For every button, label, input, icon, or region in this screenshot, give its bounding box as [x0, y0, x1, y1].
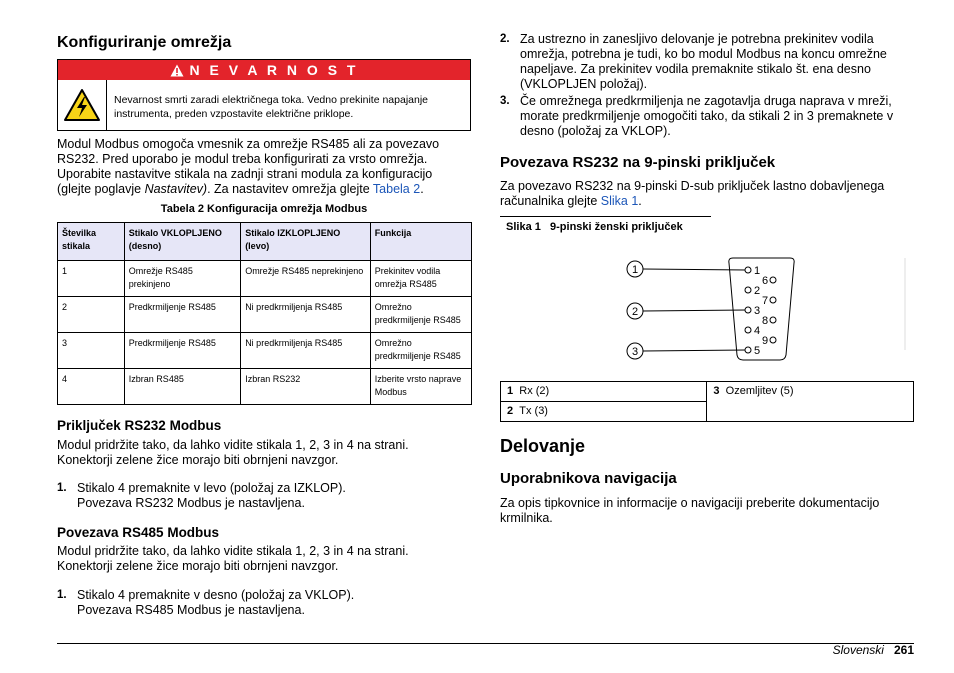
rs232-step: 1. Stikalo 4 premaknite v levo (položaj za IZKLOP). Povezava RS232 Modbus je nastavljena.: [57, 481, 346, 510]
pin-label: 4: [754, 325, 761, 337]
figure-caption-rule: [500, 216, 711, 217]
pin-label: 7: [762, 295, 769, 307]
svg-text:3: 3: [631, 346, 639, 358]
page-number: 261: [893, 643, 914, 657]
intro-line: RS232. Pred uporabo je modul treba konfigurirati za vrsto omrežja.: [57, 152, 428, 166]
electric-hazard-icon: [58, 80, 107, 130]
config-table: [57, 222, 472, 405]
danger-header: [58, 60, 470, 80]
step-3: 3. Če omrežnega predkrmiljenja ne zagotavlja druga naprava v mreži, morate predkrmiljenje omogočiti tako, da stikali 2 in 3 premaknete v desno (položaj za VKLOP).: [500, 94, 894, 138]
warning-triangle-icon: [170, 64, 184, 77]
figure-legend: [500, 381, 914, 422]
db9-connector-figure: [620, 255, 910, 370]
footer-language: Slovenski: [832, 643, 884, 657]
rs232-9pin-paragraph: Za povezavo RS232 na 9-pinski D-sub priključek lastno dobavljenega računalnika glejte Slika 1.: [500, 179, 885, 208]
rs485-paragraph: Modul pridržite tako, da lahko vidite stikala 1, 2, 3 in 4 na strani. Konektorji zelene žice morajo biti obrnjeni navzgor.: [57, 544, 409, 573]
table-caption: Tabela 2 Konfiguracija omrežja Modbus: [160, 203, 368, 215]
navigation-title: Uporabnikova navigacija: [500, 470, 677, 487]
svg-text:2: 2: [631, 306, 639, 318]
rs485-step: 1. Stikalo 4 premaknite v desno (položaj za VKLOP). Povezava RS485 Modbus je nastavljena.: [57, 588, 355, 617]
danger-label: N E V A R N O S T: [189, 62, 359, 78]
danger-notice: [57, 59, 471, 131]
callout-2: [627, 303, 643, 319]
table-header: Stikalo IZKLOPLJENO (levo): [241, 223, 371, 261]
callout-1: [627, 261, 643, 277]
table-header: Funkcija: [370, 223, 471, 261]
figure-1-link[interactable]: Slika 1: [600, 194, 639, 208]
pin-label: 6: [762, 275, 769, 287]
figure-caption: Slika 1 9-pinski ženski priključek: [506, 221, 683, 233]
section-title-network-config: Konfiguriranje omrežja: [57, 34, 232, 51]
rs485-title: Povezava RS485 Modbus: [57, 525, 220, 540]
pin-label: 1: [754, 265, 761, 277]
callout-3: [627, 343, 643, 359]
pin-label: 5: [754, 345, 761, 357]
legend-item: 1 Rx (2): [501, 382, 707, 402]
pin-label: 3: [754, 305, 761, 317]
footer: [833, 643, 914, 657]
table-header: Številka stikala: [58, 223, 125, 261]
footer-rule: [57, 643, 914, 644]
table-2-link[interactable]: Tabela 2: [372, 182, 421, 196]
danger-message: Nevarnost smrti zaradi električnega toka. Vedno prekinite napajanje instrumenta, preden vzpostavite električne priklope.: [114, 94, 429, 120]
table-row: 3 Predkrmiljenje RS485 Ni predkrmiljenja RS485 Omrežno predkrmiljenje RS485: [58, 333, 472, 369]
pin-label: 2: [754, 285, 761, 297]
intro-line: Uporabite nastavitve stikala na zadnji strani modula za konfiguracijo: [57, 167, 433, 181]
pin-label: 9: [762, 335, 769, 347]
table-row: 1 Omrežje RS485 prekinjeno Omrežje RS485 neprekinjeno Prekinitev vodila omrežja RS485: [58, 261, 472, 297]
table-row: 2 Predkrmiljenje RS485 Ni predkrmiljenja RS485 Omrežno predkrmiljenje RS485: [58, 297, 472, 333]
step-2: 2. Za ustrezno in zanesljivo delovanje je potrebna prekinitev vodila omrežja, potrebna je tudi, ko bo modul Modbus na koncu omrežne napeljave. Za prekinitev vodila premaknite stikalo št. ena desno (VKLOPLJEN položaj).: [500, 32, 887, 91]
intro-line-last: (glejte poglavje Nastavitev). Za nastavitev omrežja glejte Tabela 2.: [57, 182, 424, 196]
legend-item: 3 Ozemljitev (5): [707, 382, 914, 422]
svg-text:1: 1: [631, 264, 639, 276]
intro-paragraph: [57, 137, 471, 197]
rs232-9pin-title: Povezava RS232 na 9-pinski priključek: [500, 154, 776, 171]
operation-title: Delovanje: [500, 436, 586, 456]
intro-line: Modul Modbus omogoča vmesnik za omrežje RS485 ali za povezavo: [57, 137, 440, 151]
navigation-paragraph: Za opis tipkovnice in informacije o navigaciji preberite dokumentacijo krmilnika.: [500, 496, 880, 525]
table-row: 4 Izbran RS485 Izbran RS232 Izberite vrsto naprave Modbus: [58, 369, 472, 405]
legend-item: 2 Tx (3): [501, 402, 707, 422]
rs232-title: Priključek RS232 Modbus: [57, 418, 222, 433]
table-header: Stikalo VKLOPLJENO (desno): [124, 223, 240, 261]
rs232-paragraph: Modul pridržite tako, da lahko vidite stikala 1, 2, 3 in 4 na strani. Konektorji zelene žice morajo biti obrnjeni navzgor.: [57, 438, 409, 467]
pin-label: 8: [762, 315, 769, 327]
